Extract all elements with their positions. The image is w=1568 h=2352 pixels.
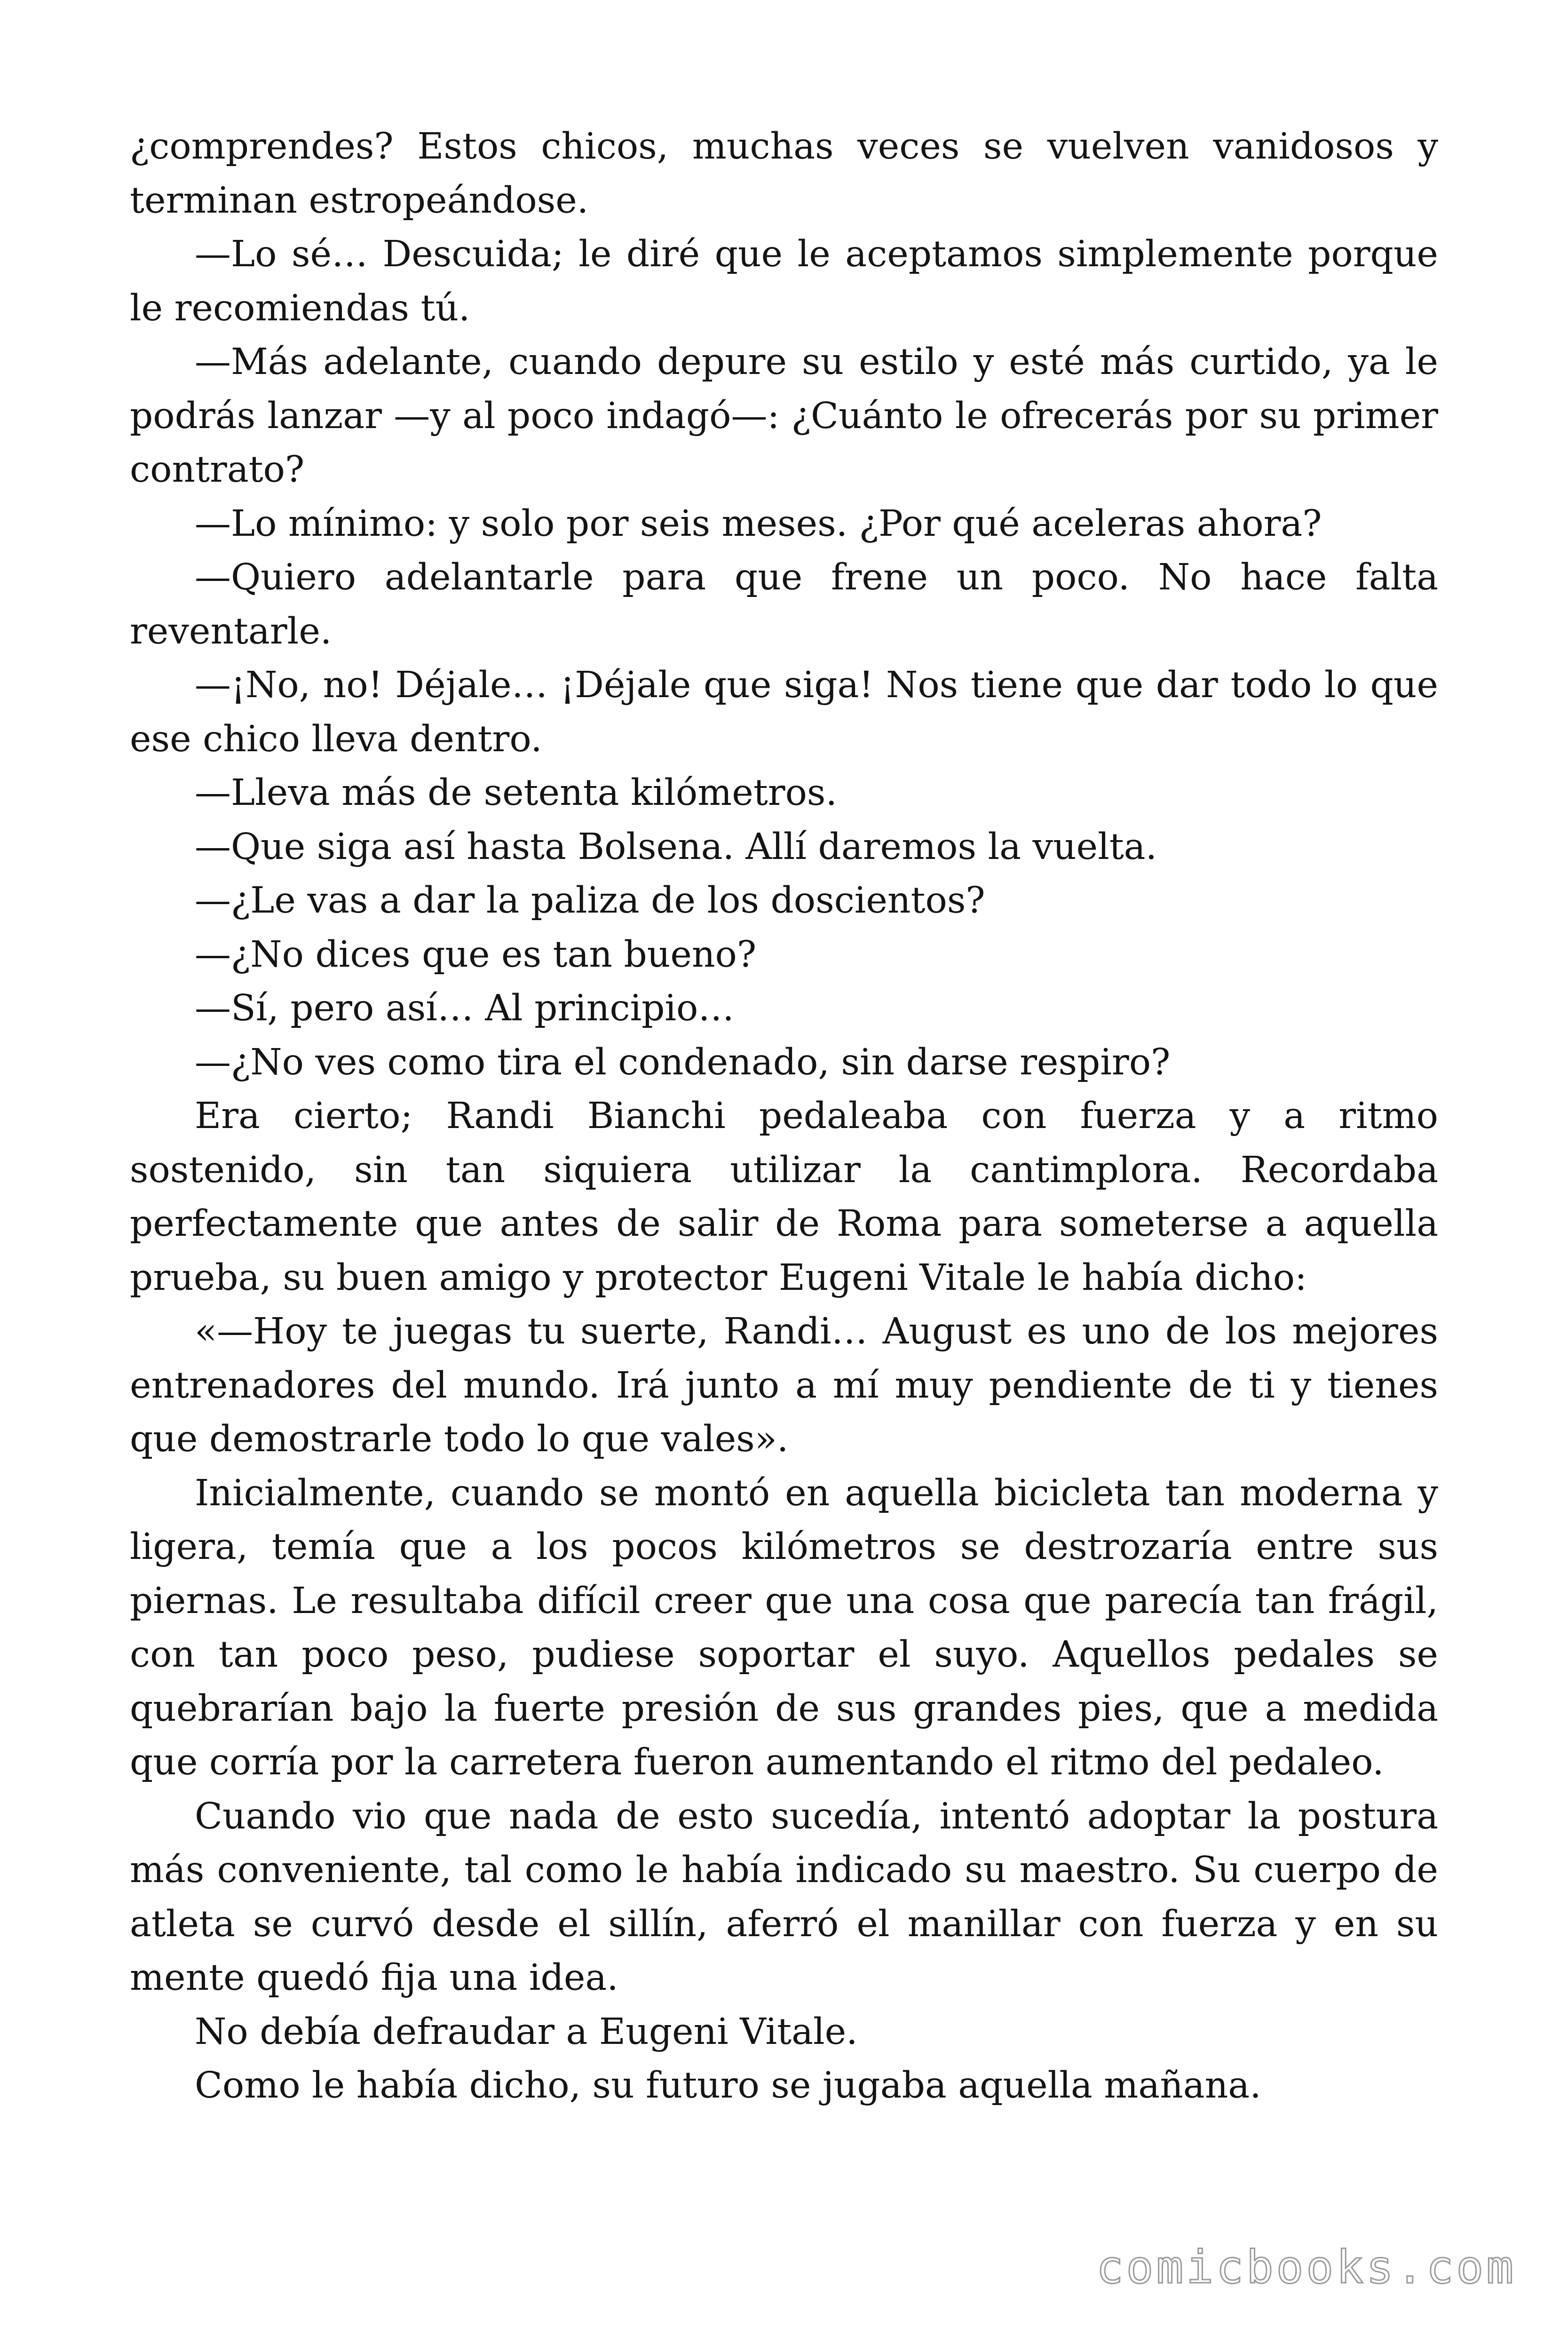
paragraph-dialogue: —Que siga así hasta Bolsena. Allí daremos la vuelta. — [195, 826, 1157, 868]
paragraph-quote: «—Hoy te juegas tu suerte, Randi… August es uno de los mejores entrenadores del mundo. Irá junto a mí muy pendiente de ti y tienes que demostrarle todo lo que vales». — [130, 1311, 1438, 1460]
paragraph-dialogue: —Quiero adelantarle para que frene un poco. No hace falta reventarle. — [130, 556, 1438, 652]
body-text — [130, 120, 1438, 2113]
paragraph-dialogue: —¿No ves como tira el condenado, sin darse respiro? — [195, 1041, 1171, 1083]
paragraph-dialogue: —Sí, pero así… Al principio… — [195, 987, 735, 1029]
paragraph-narration: Inicialmente, cuando se montó en aquella bicicleta tan moderna y ligera, temía que a los pocos kilómetros se destrozaría entre sus piernas. Le resultaba difícil creer que una cosa que parecía tan frágil, con tan poco peso, pudiese soportar el suyo. Aquellos pedales se quebrarían bajo la fuerte presión de sus grandes pies, que a medida que corría por la carretera fueron aumentando el ritmo del pedaleo. — [130, 1472, 1438, 1783]
paragraph-dialogue: —¡No, no! Déjale… ¡Déjale que siga! Nos tiene que dar todo lo que ese chico lleva dentro. — [130, 664, 1438, 760]
paragraph-dialogue: —¿No dices que es tan bueno? — [195, 933, 757, 976]
paragraph-dialogue: —Más adelante, cuando depure su estilo y esté más curtido, ya le podrás lanzar —y al poco indagó—: ¿Cuánto le ofrecerás por su primer contrato? — [130, 341, 1438, 491]
paragraph-dialogue: —Lleva más de setenta kilómetros. — [195, 772, 837, 814]
paragraph-continued: ¿comprendes? Estos chicos, muchas veces se vuelven vanidosos y terminan estropeándose. — [130, 126, 1438, 222]
paragraph-narration: Era cierto; Randi Bianchi pedaleaba con fuerza y a ritmo sostenido, sin tan siquiera utilizar la cantimplora. Recordaba perfectamente que antes de salir de Roma para someterse a aquella prueba, su buen amigo y protector Eugeni Vitale le había dicho: — [130, 1095, 1438, 1299]
watermark-logo: comicbooks.com — [1096, 2241, 1516, 2294]
paragraph-dialogue: —Lo sé… Descuida; le diré que le aceptamos simplemente porque le recomiendas tú. — [130, 233, 1438, 329]
paragraph-dialogue: —¿Le vas a dar la paliza de los doscientos? — [195, 880, 985, 922]
paragraph-narration: No debía defraudar a Eugeni Vitale. — [195, 2010, 858, 2053]
paragraph-narration: Como le había dicho, su futuro se jugaba aquella mañana. — [195, 2065, 1261, 2106]
paragraph-narration: Cuando vio que nada de esto sucedía, intentó adoptar la postura más conveniente, tal como le había indicado su maestro. Su cuerpo de atleta se curvó desde el sillín, aferró el manillar con fuerza y en su mente quedó fija una idea. — [130, 1795, 1438, 1999]
paragraph-dialogue: —Lo mínimo: y solo por seis meses. ¿Por qué aceleras ahora? — [195, 502, 1322, 545]
